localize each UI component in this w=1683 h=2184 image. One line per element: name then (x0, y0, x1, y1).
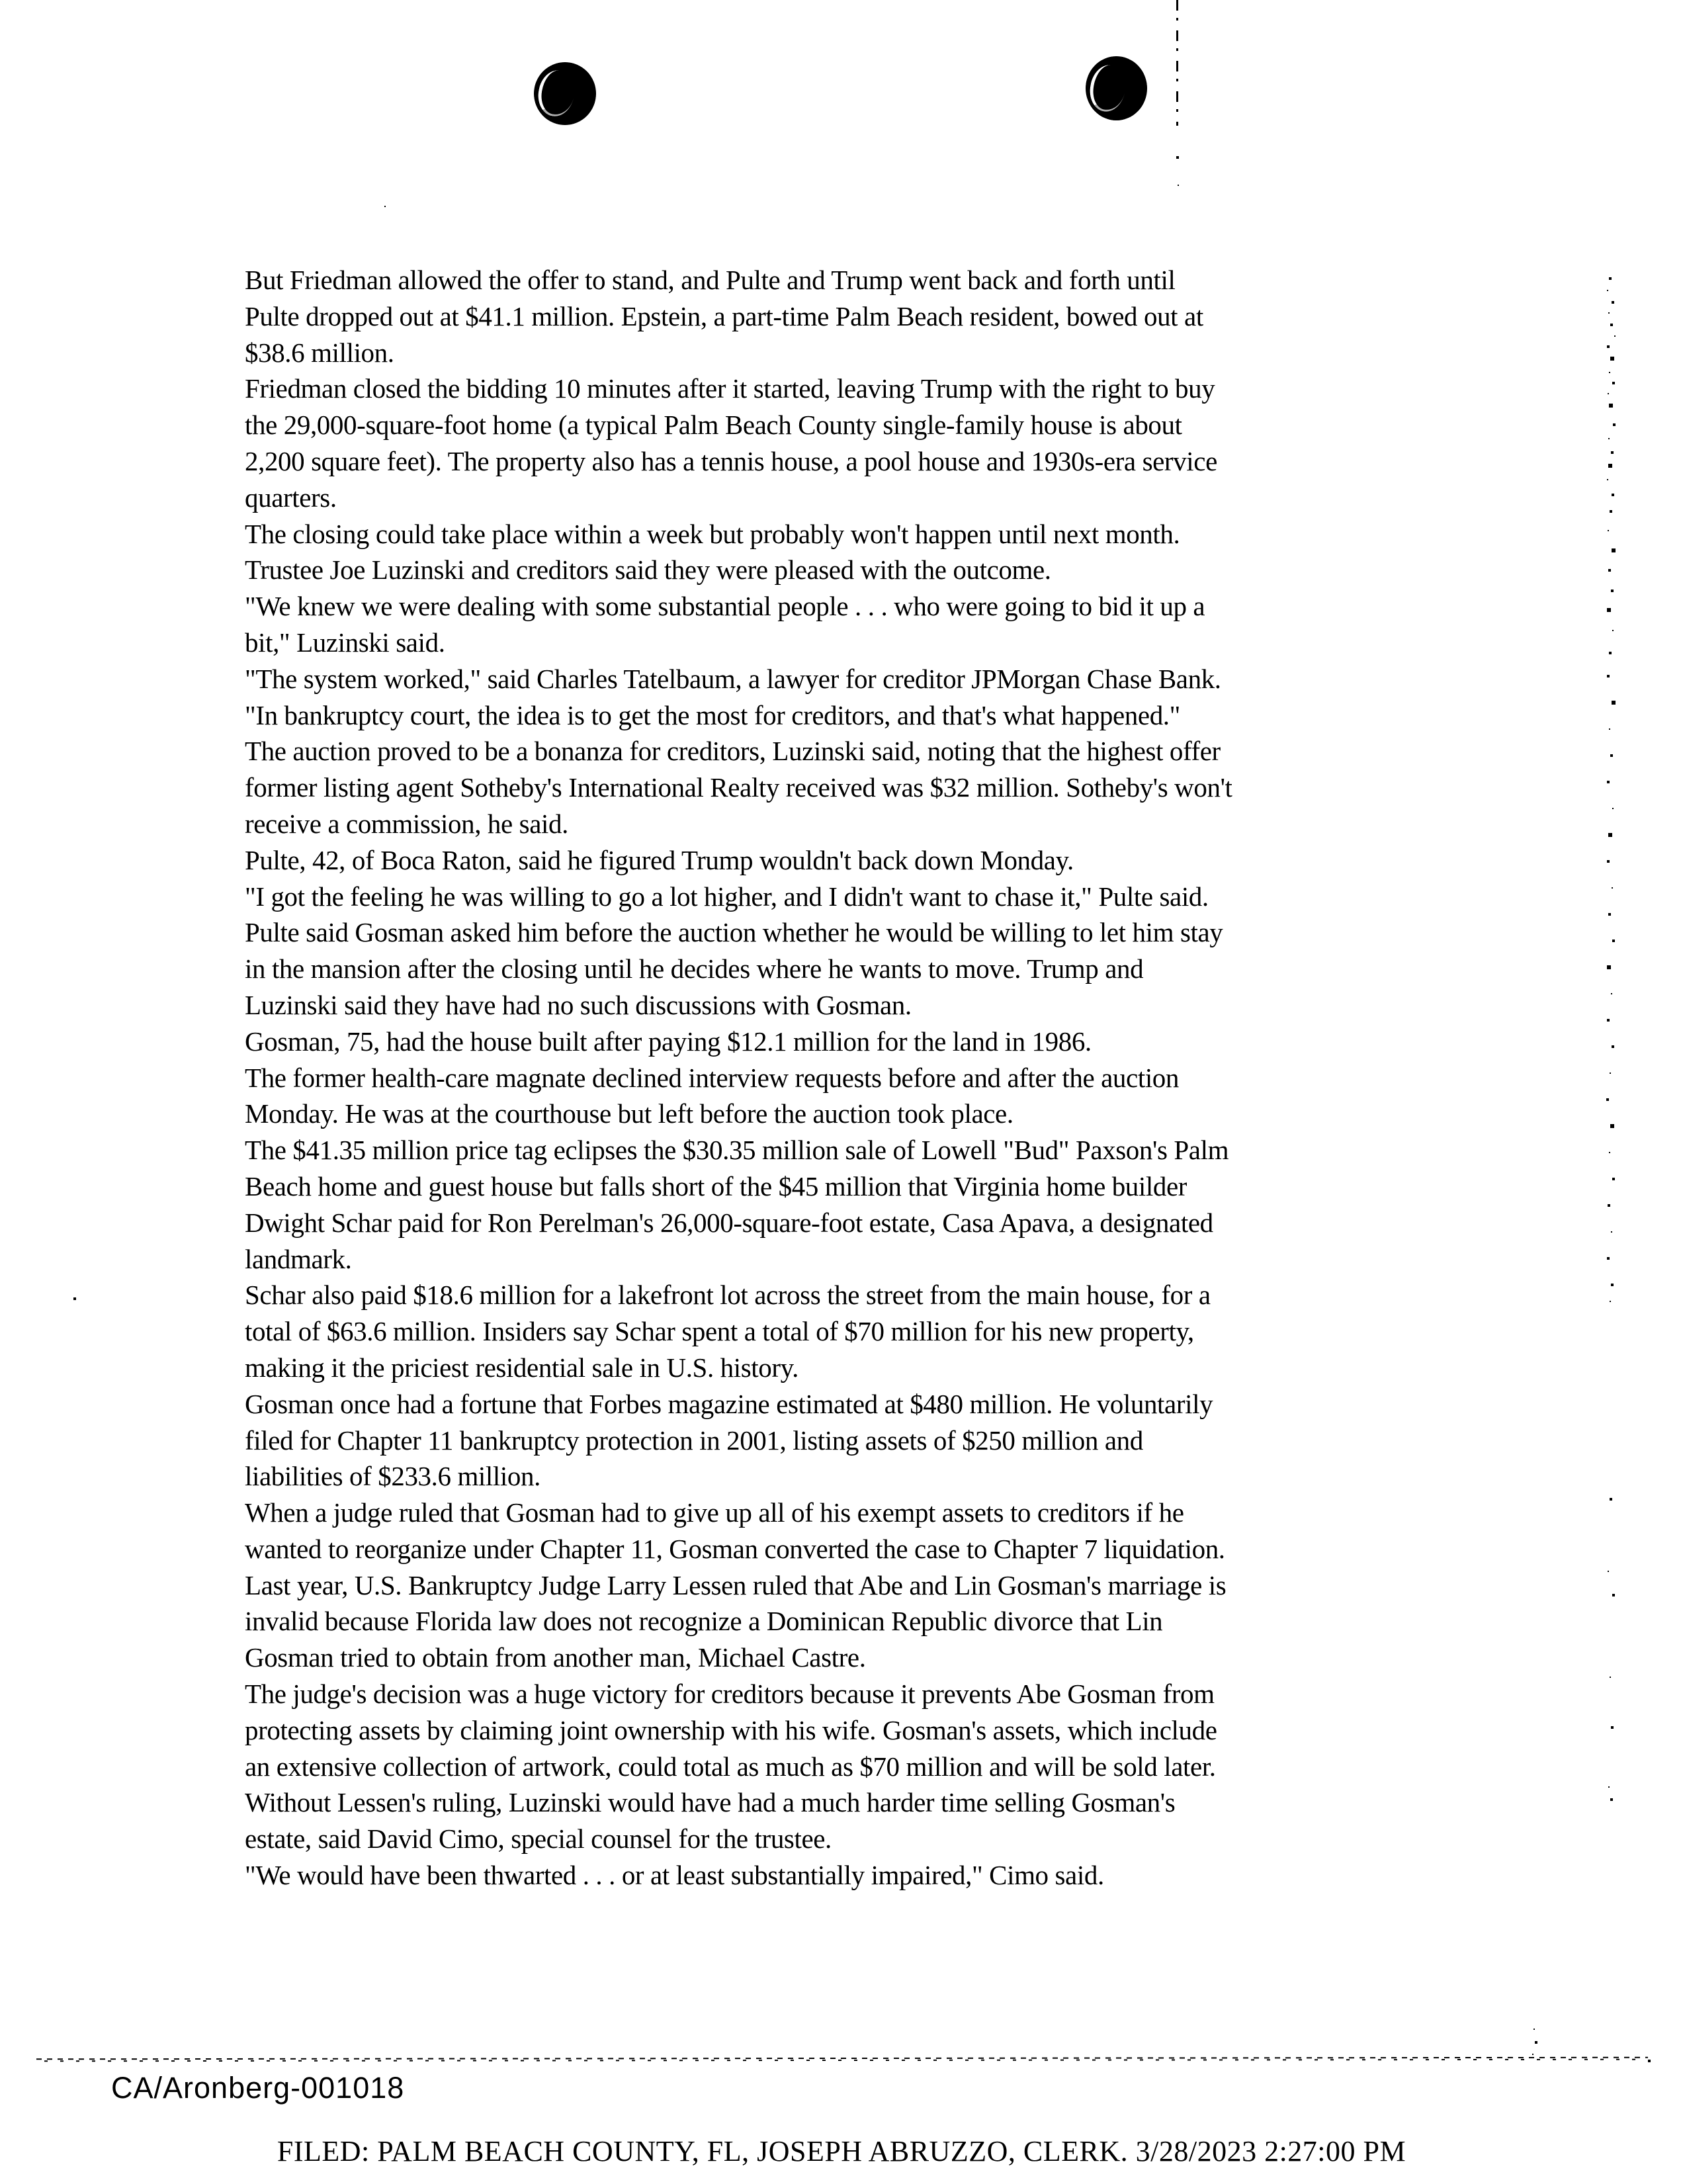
text-line: the 29,000-square-foot home (a typical Palm Beach County single-family house is about (245, 410, 1182, 441)
hole-punch-left-icon (534, 62, 596, 125)
text-line: receive a commission, he said. (245, 808, 568, 839)
scan-artifact-horizontal-noise-line (36, 2057, 1648, 2064)
text-line: protecting assets by claiming joint ownership with his wife. Gosman's assets, which include (245, 1714, 1217, 1745)
text-line: Trustee Joe Luzinski and creditors said they were pleased with the outcome. (245, 554, 1051, 586)
text-line: bit," Luzinski said. (245, 627, 445, 658)
text-line: Dwight Schar paid for Ron Perelman's 26,000-square-foot estate, Casa Apava, a designated (245, 1207, 1213, 1238)
text-line: The closing could take place within a week but probably won't happen until next month. (245, 518, 1180, 549)
text-line: an extensive collection of artwork, could total as much as $70 million and will be sold later. (245, 1751, 1216, 1782)
text-line: "We would have been thwarted . . . or at least substantially impaired," Cimo said. (245, 1860, 1104, 1891)
text-line: landmark. (245, 1243, 352, 1274)
scan-artifact-speckles (0, 0, 1, 1)
text-line: Luzinski said they have had no such discussions with Gosman. (245, 989, 912, 1020)
text-line: The auction proved to be a bonanza for creditors, Luzinski said, noting that the highest offer (245, 736, 1221, 767)
filed-stamp: FILED: PALM BEACH COUNTY, FL, JOSEPH ABRUZZO, CLERK. 3/28/2023 2:27:00 PM (277, 2135, 1406, 2167)
text-line: in the mansion after the closing until he decides where he wants to move. Trump and (245, 953, 1144, 984)
hole-punch-right-icon (1086, 56, 1147, 120)
text-line: Gosman tried to obtain from another man, Michael Castre. (245, 1642, 866, 1673)
text-line: total of $63.6 million. Insiders say Schar spent a total of $70 million for his new property, (245, 1316, 1194, 1347)
text-line: The judge's decision was a huge victory for creditors because it prevents Abe Gosman from (245, 1679, 1215, 1710)
text-line: The former health-care magnate declined interview requests before and after the auction (245, 1062, 1180, 1093)
text-line: $38.6 million. (245, 337, 394, 368)
text-line: Friedman closed the bidding 10 minutes after it started, leaving Trump with the right to buy (245, 373, 1215, 404)
text-line: Beach home and guest house but falls short of the $45 million that Virginia home builder (245, 1170, 1187, 1201)
text-line: "The system worked," said Charles Tatelbaum, a lawyer for creditor JPMorgan Chase Bank. (245, 663, 1221, 694)
text-line: quarters. (245, 482, 337, 513)
bates-number: CA/Aronberg-001018 (111, 2071, 405, 2105)
text-line: Last year, U.S. Bankruptcy Judge Larry Lessen ruled that Abe and Lin Gosman's marriage is (245, 1569, 1227, 1600)
text-line: Pulte dropped out at $41.1 million. Epstein, a part-time Palm Beach resident, bowed out at (245, 300, 1203, 331)
text-line: "I got the feeling he was willing to go a lot higher, and I didn't want to chase it," Pulte said. (245, 881, 1209, 912)
text-line: estate, said David Cimo, special counsel for the trustee. (245, 1823, 832, 1855)
text-line: The $41.35 million price tag eclipses the $30.35 million sale of Lowell "Bud" Paxson's Palm (245, 1135, 1229, 1166)
text-line: Gosman, 75, had the house built after paying $12.1 million for the land in 1986. (245, 1026, 1092, 1057)
text-line: liabilities of $233.6 million. (245, 1461, 540, 1492)
text-line: invalid because Florida law does not recognize a Dominican Republic divorce that Lin (245, 1606, 1163, 1637)
article-text (245, 262, 1634, 1894)
text-line: "In bankruptcy court, the idea is to get the most for creditors, and that's what happened." (245, 699, 1180, 730)
text-line: Pulte said Gosman asked him before the auction whether he would be willing to let him stay (245, 917, 1223, 948)
text-line: "We knew we were dealing with some substantial people . . . who were going to bid it up a (245, 591, 1205, 622)
scan-artifact-vertical-dash-line (1176, 0, 1178, 126)
text-line: When a judge ruled that Gosman had to give up all of his exempt assets to creditors if he (245, 1497, 1184, 1528)
text-line: 2,200 square feet). The property also has a tennis house, a pool house and 1930s-era service (245, 445, 1217, 476)
text-line: Without Lessen's ruling, Luzinski would have had a much harder time selling Gosman's (245, 1787, 1176, 1818)
text-line: making it the priciest residential sale in U.S. history. (245, 1352, 798, 1383)
text-line: wanted to reorganize under Chapter 11, Gosman converted the case to Chapter 7 liquidation. (245, 1533, 1225, 1564)
text-line: former listing agent Sotheby's International Realty received was $32 million. Sotheby's won't (245, 772, 1232, 803)
text-line: filed for Chapter 11 bankruptcy protection in 2001, listing assets of $250 million and (245, 1424, 1143, 1456)
text-line: But Friedman allowed the offer to stand, and Pulte and Trump went back and forth until (245, 265, 1176, 295)
text-line: Schar also paid $18.6 million for a lakefront lot across the street from the main house, for a (245, 1280, 1211, 1311)
text-line: Pulte, 42, of Boca Raton, said he figured Trump wouldn't back down Monday. (245, 844, 1074, 875)
text-line: Gosman once had a fortune that Forbes magazine estimated at $480 million. He voluntarily (245, 1388, 1213, 1419)
text-line: Monday. He was at the courthouse but left before the auction took place. (245, 1098, 1014, 1129)
